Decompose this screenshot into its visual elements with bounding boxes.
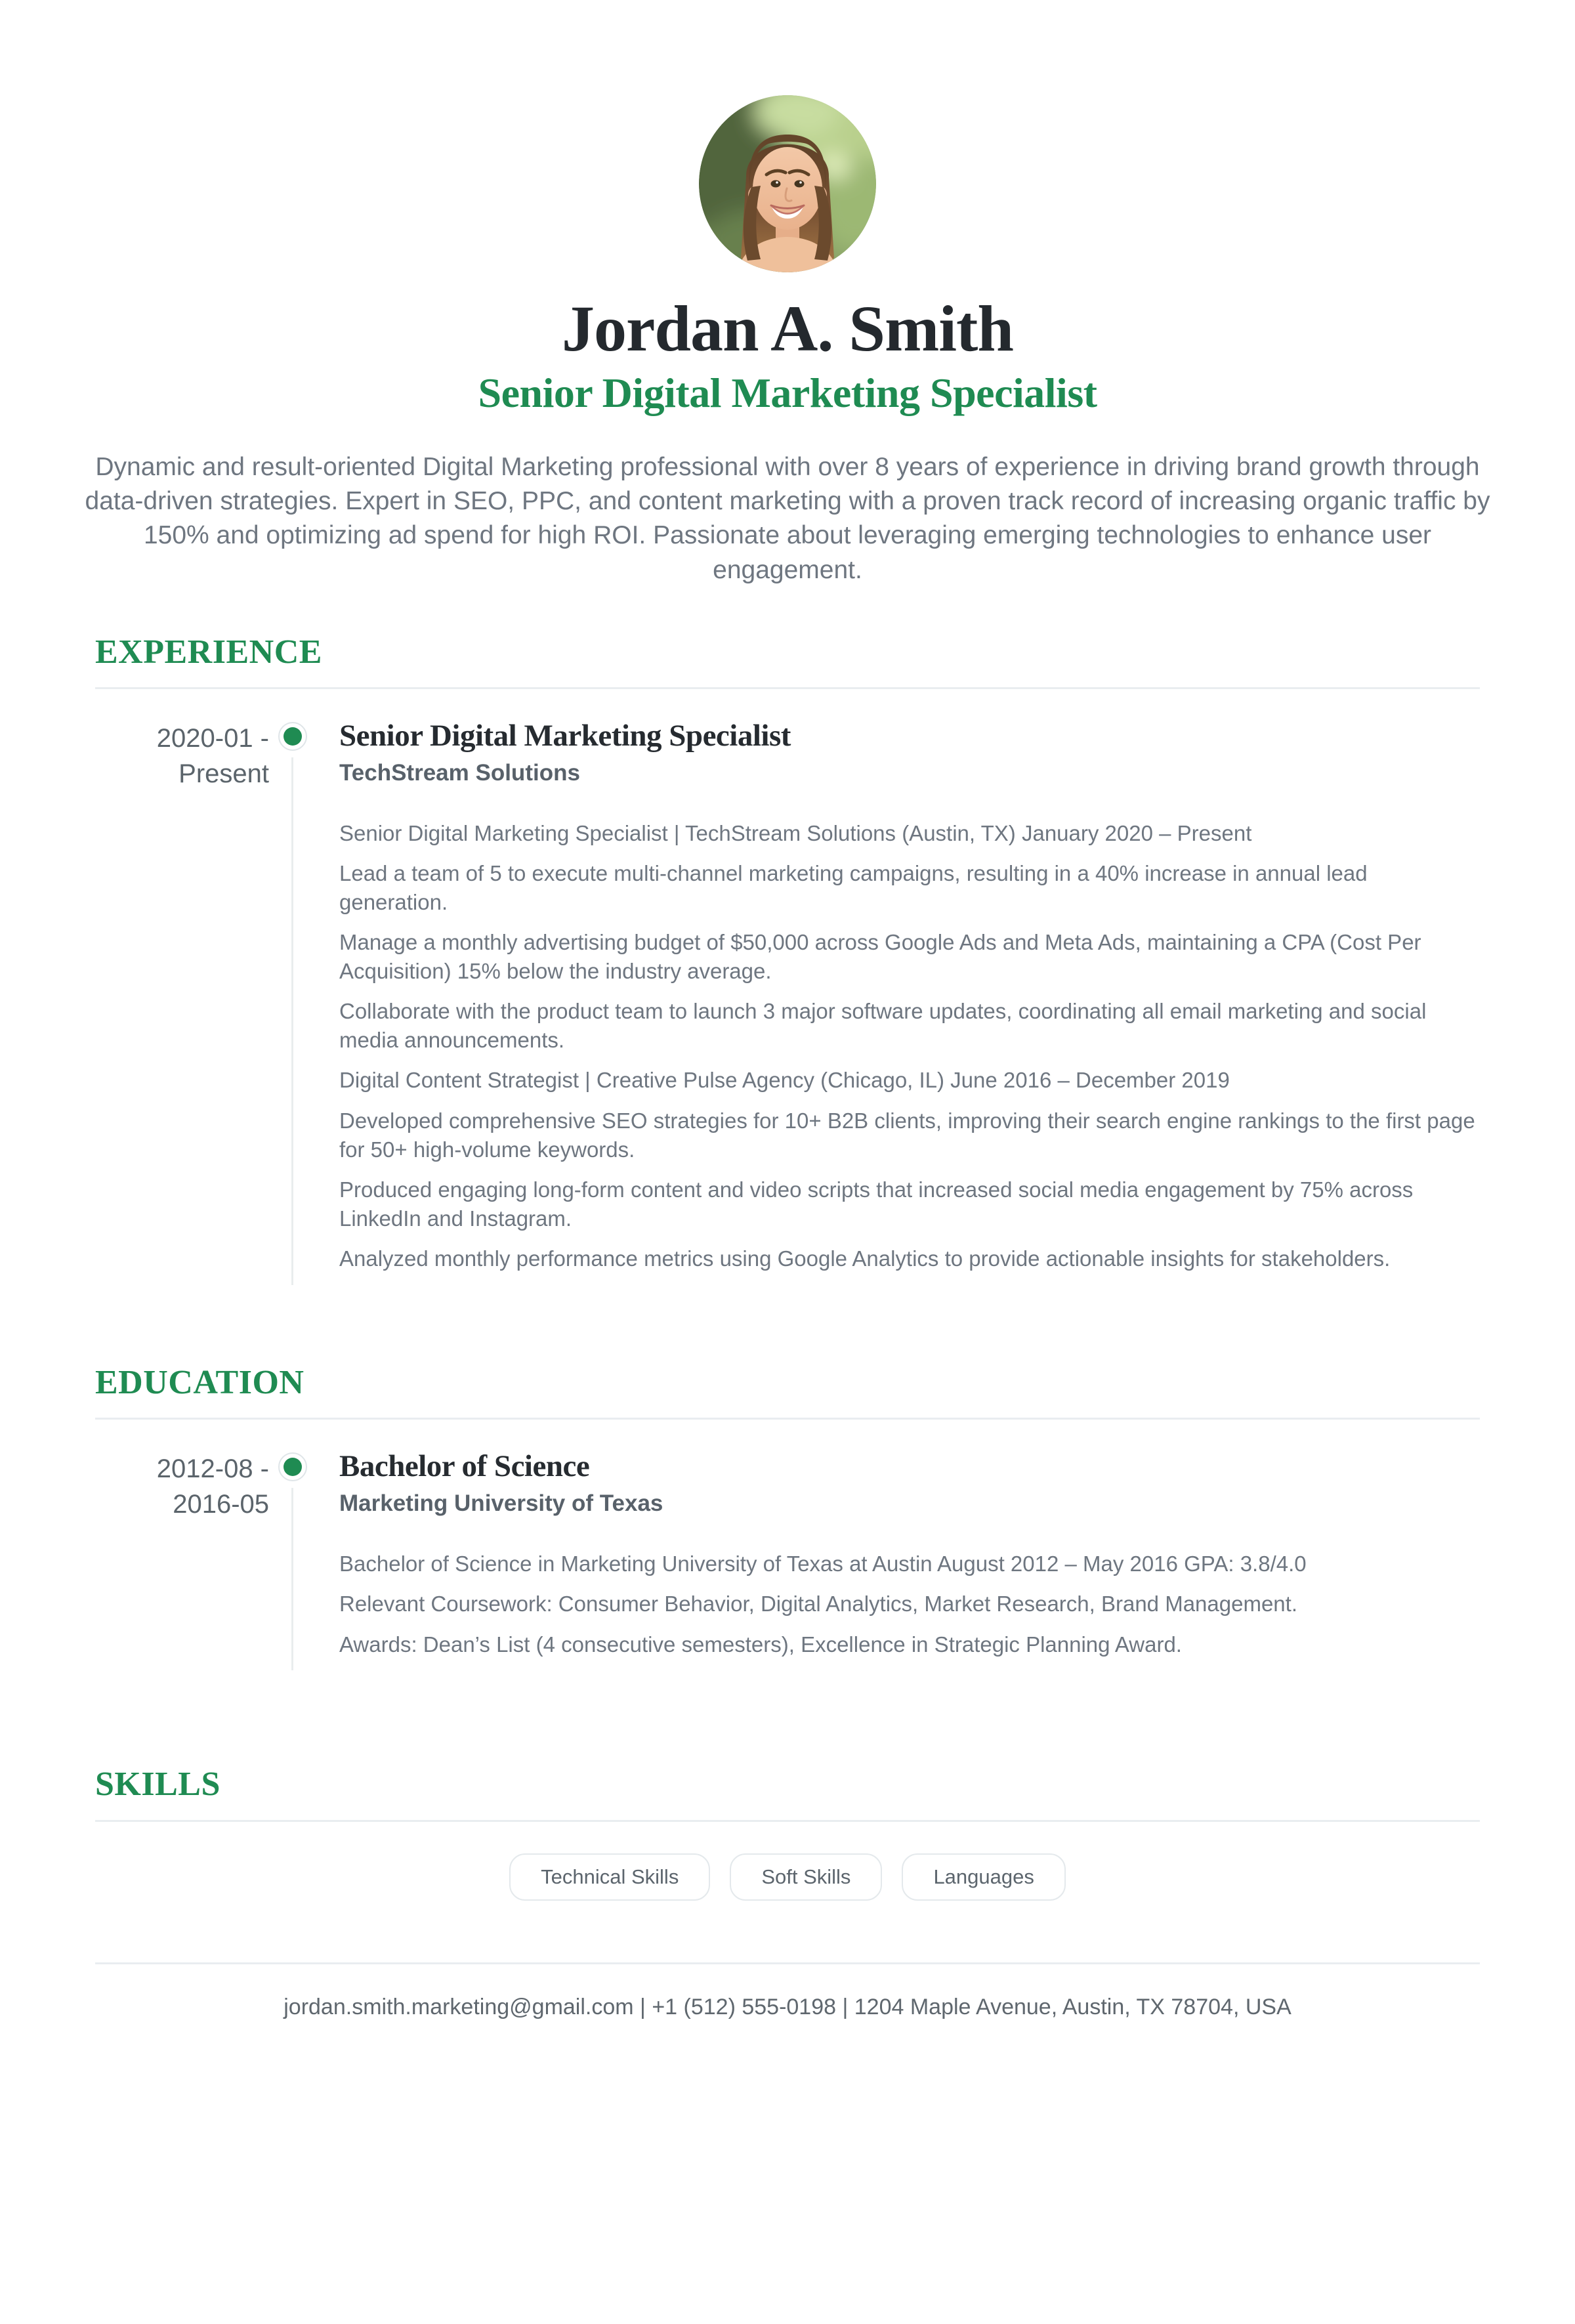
education-description <box>339 1550 1480 1659</box>
profile-photo <box>699 95 876 272</box>
education-degree: Bachelor of Science <box>339 1449 590 1484</box>
date-start: 2020-01 - <box>156 724 269 753</box>
skills-heading: SKILLS <box>95 1765 220 1804</box>
date-end: 2016-05 <box>173 1490 269 1519</box>
experience-section <box>95 635 1480 1299</box>
experience-entry-body <box>339 718 1480 1273</box>
education-paragraph: Relevant Coursework: Consumer Behavior, Digital Analytics, Market Research, Brand Management. <box>339 1592 1297 1616</box>
skills-pill-languages[interactable]: Languages <box>902 1853 1065 1901</box>
skills-pill-soft[interactable]: Soft Skills <box>730 1853 882 1901</box>
education-entry <box>95 1448 1480 1685</box>
education-entry-body <box>339 1448 1480 1658</box>
education-section <box>95 1365 1480 1685</box>
education-paragraph: Bachelor of Science in Marketing University of Texas at Austin August 2012 – May 2016 GPA: 3.8/4.0 <box>339 1551 1307 1576</box>
experience-description <box>339 819 1480 1273</box>
experience-paragraph: Senior Digital Marketing Specialist | TechStream Solutions (Austin, TX) January 2020 – Present <box>339 820 1252 845</box>
timeline-line <box>291 757 293 1284</box>
experience-company: TechStream Solutions <box>339 759 580 786</box>
experience-role: Senior Digital Marketing Specialist <box>339 719 791 753</box>
experience-paragraph: Analyzed monthly performance metrics using Google Analytics to provide actionable insights for stakeholders. <box>339 1246 1391 1271</box>
skills-section <box>95 1767 1480 1901</box>
experience-paragraph: Produced engaging long-form content and video scripts that increased social media engagement by 75% across LinkedIn and Instagram. <box>339 1177 1414 1231</box>
candidate-name: Jordan A. Smith <box>562 292 1013 365</box>
date-start: 2012-08 - <box>156 1454 269 1484</box>
education-date-range <box>95 1448 269 1658</box>
education-school: Marketing University of Texas <box>339 1490 663 1516</box>
timeline-line <box>291 1488 293 1670</box>
section-divider <box>95 1820 1480 1822</box>
timeline <box>269 718 339 1273</box>
experience-paragraph: Developed comprehensive SEO strategies for 10+ B2B clients, improving their search engine rankings to the first page for 50+ high-volume keywords. <box>339 1108 1475 1162</box>
experience-paragraph: Lead a team of 5 to execute multi-channel marketing campaigns, resulting in a 40% increase in annual lead generation. <box>339 861 1368 914</box>
date-end: Present <box>178 759 269 789</box>
experience-entry <box>95 718 1480 1299</box>
candidate-title: Senior Digital Marketing Specialist <box>478 370 1097 416</box>
experience-paragraph: Digital Content Strategist | Creative Pulse Agency (Chicago, IL) June 2016 – December 2019 <box>339 1068 1230 1093</box>
education-paragraph: Awards: Dean’s List (4 consecutive semesters), Excellence in Strategic Planning Award. <box>339 1632 1182 1657</box>
footer-contact-info: jordan.smith.marketing@gmail.com | +1 (512) 555-0198 | 1204 Maple Avenue, Austin, TX 78704, USA <box>284 1994 1292 2019</box>
footer-divider <box>95 1962 1480 1964</box>
skills-pill-technical[interactable]: Technical Skills <box>509 1853 710 1901</box>
section-divider <box>95 1418 1480 1420</box>
skills-category-row <box>95 1853 1480 1901</box>
profile-summary: Dynamic and result-oriented Digital Marketing professional with over 8 years of experience in driving brand growth through data-driven strategies. Expert in SEO, PPC, and content marketing with a proven track record of increasing organic traffic by 150% and optimizing ad spend for high ROI. Passionate about leveraging emerging technologies to enhance user engagement. <box>85 452 1490 584</box>
timeline <box>269 1448 339 1658</box>
section-divider <box>95 687 1480 689</box>
resume-page <box>0 95 1575 2324</box>
experience-date-range <box>95 718 269 1273</box>
experience-paragraph: Manage a monthly advertising budget of $50,000 across Google Ads and Meta Ads, maintaining a CPA (Cost Per Acquisition) 15% below the industry average. <box>339 930 1421 983</box>
experience-paragraph: Collaborate with the product team to launch 3 major software updates, coordinating all email marketing and social media announcements. <box>339 999 1427 1052</box>
avatar-illustration <box>699 95 876 272</box>
experience-heading: EXPERIENCE <box>95 633 322 671</box>
education-heading: EDUCATION <box>95 1363 304 1401</box>
